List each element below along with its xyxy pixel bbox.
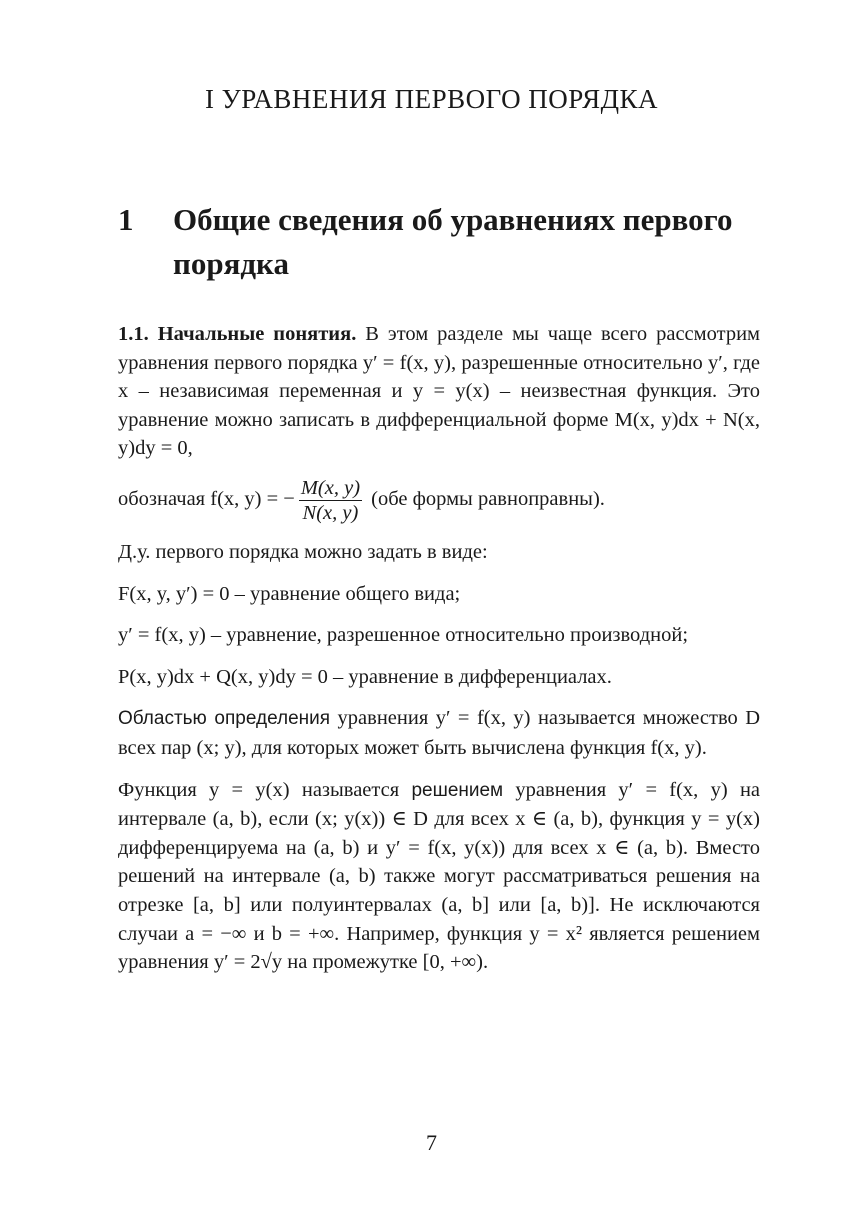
fraction-tail: (обе формы равноправны). [371,488,605,511]
paragraph-fraction [118,476,760,525]
paragraph-intro-text: В этом разделе мы чаще всего рассмотрим уравнения первого порядка y′ = f(x, y), разрешенные относительно y′, где x – независимая переменная и y = y(x) – неизвестная функция. Это уравнение можно записать в дифференциальной форме M(x, y)dx + N(x, y)dy = 0, [118,323,761,460]
paragraph-solution [118,776,760,977]
term-domain: Областью определения [118,708,331,730]
page-number: 7 [426,1130,437,1155]
fraction-denominator: N(x, y) [302,501,359,524]
form-resolved: y′ = f(x, y) – уравнение, разрешенное относительно производной; [118,624,689,647]
chapter-number: 1 [118,202,134,237]
paragraph-domain [118,704,760,762]
chapter-title: Общие сведения об уравнениях первого порядка [173,202,733,281]
section-heading: 1.1. Начальные понятия. [118,323,357,345]
form-differentials: P(x, y)dx + Q(x, y)dy = 0 – уравнение в дифференциалах. [118,665,612,688]
paragraph-solution-text: уравнения y′ = f(x, y) на интервале (a, b), если (x; y(x)) ∈ D для всех x ∈ (a, b), функция y = y(x) дифференцируема на (a, b) и y′ = f(x, y(x)) для всех x ∈ (a, b). Вместо решений на интервале (a, b) также могут рассматриваться решения на отрезке [a, b] или полуинтервалах (a, b] или [a, b)]. Не исключаются случаи a = −∞ и b = +∞. Например, функция y = x² является решением уравнения y′ = 2√y на промежутке [0, +∞). [118,778,761,974]
part-title: I УРАВНЕНИЯ ПЕРВОГО ПОРЯДКА [204,84,659,114]
fraction [299,476,362,525]
fraction-lead: обозначая f(x, y) = − [118,488,295,511]
paragraph-solution-start: Функция y = y(x) называется [118,778,400,801]
paragraph-forms: Д.у. первого порядка можно задать в виде: [118,540,488,563]
fraction-numerator: M(x, y) [300,476,361,499]
body-text [118,320,760,990]
form-general: F(x, y, y′) = 0 – уравнение общего вида; [118,582,461,605]
paragraph-intro [118,320,760,463]
paragraph-domain-text: уравнения y′ = f(x, y) называется множество D всех пар (x; y), для которых может быть вычислена функция f(x, y). [118,707,761,759]
term-solution: решением [411,779,504,801]
